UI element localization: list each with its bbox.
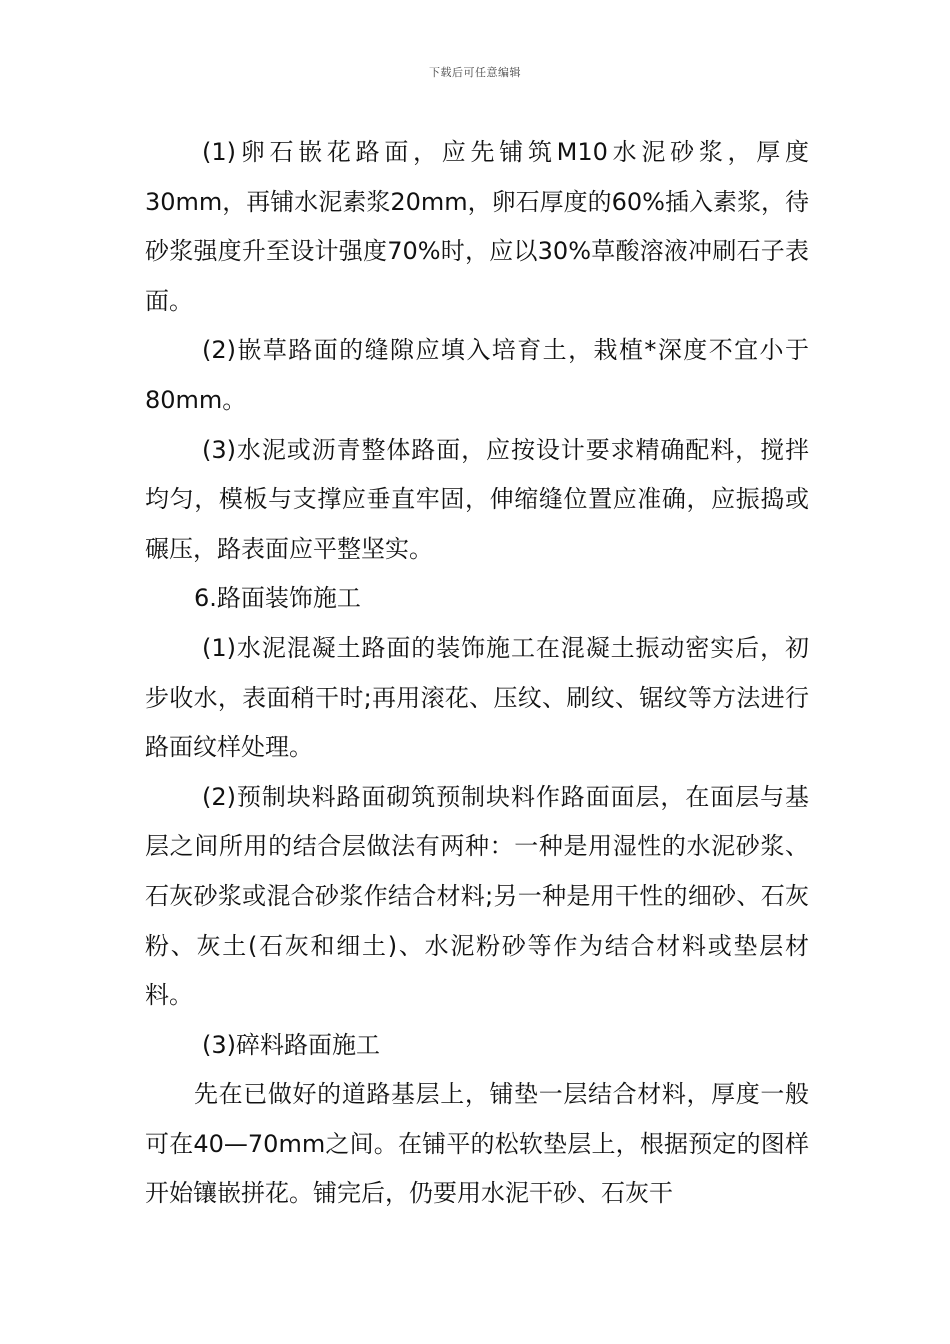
paragraph-pebble-paving: (1)卵石嵌花路面，应先铺筑M10水泥砂浆，厚度30mm，再铺水泥素浆20mm，卵石厚度的60%插入素浆，待砂浆强度升至设计强度70%时，应以30%草酸溶液冲刷石子表面。 bbox=[145, 138, 809, 315]
paragraph-gravel-paving: 先在已做好的道路基层上，铺垫一层结合材料，厚度一般可在40—70mm之间。在铺平的松软垫层上，根据预定的图样开始镶嵌拼花。铺完后，仍要用水泥干砂、石灰干 bbox=[145, 1080, 809, 1208]
paragraph-cement-asphalt-paving: (3)水泥或沥青整体路面，应按设计要求精确配料，搅拌均匀，模板与支撑应垂直牢固，伸缩缝位置应准确，应振捣或碾压，路表面应平整坚实。 bbox=[145, 435, 809, 563]
header-note: 下载后可任意编辑 bbox=[429, 66, 521, 79]
paragraph-precast-block-paving: (2)预制块料路面砌筑预制块料作路面面层，在面层与基层之间所用的结合层做法有两种：一种是用湿性的水泥砂浆、石灰砂浆或混合砂浆作结合材料;另一种是用干性的细砂、石灰粉、灰土(石灰和细土)、水泥粉砂等作为结合材料或垫层材料。 bbox=[145, 782, 809, 1010]
paragraph-grass-paving: (2)嵌草路面的缝隙应填入培育土，栽植*深度不宜小于80mm。 bbox=[145, 336, 809, 414]
section-heading-paving-decoration: 6.路面装饰施工 bbox=[194, 584, 361, 613]
paragraph-concrete-decoration: (1)水泥混凝土路面的装饰施工在混凝土振动密实后，初步收水，表面稍干时;再用滚花、压纹、刷纹、锯纹等方法进行路面纹样处理。 bbox=[145, 633, 809, 762]
subheading-gravel-paving: (3)碎料路面施工 bbox=[202, 1030, 380, 1059]
document-body bbox=[145, 128, 809, 1219]
